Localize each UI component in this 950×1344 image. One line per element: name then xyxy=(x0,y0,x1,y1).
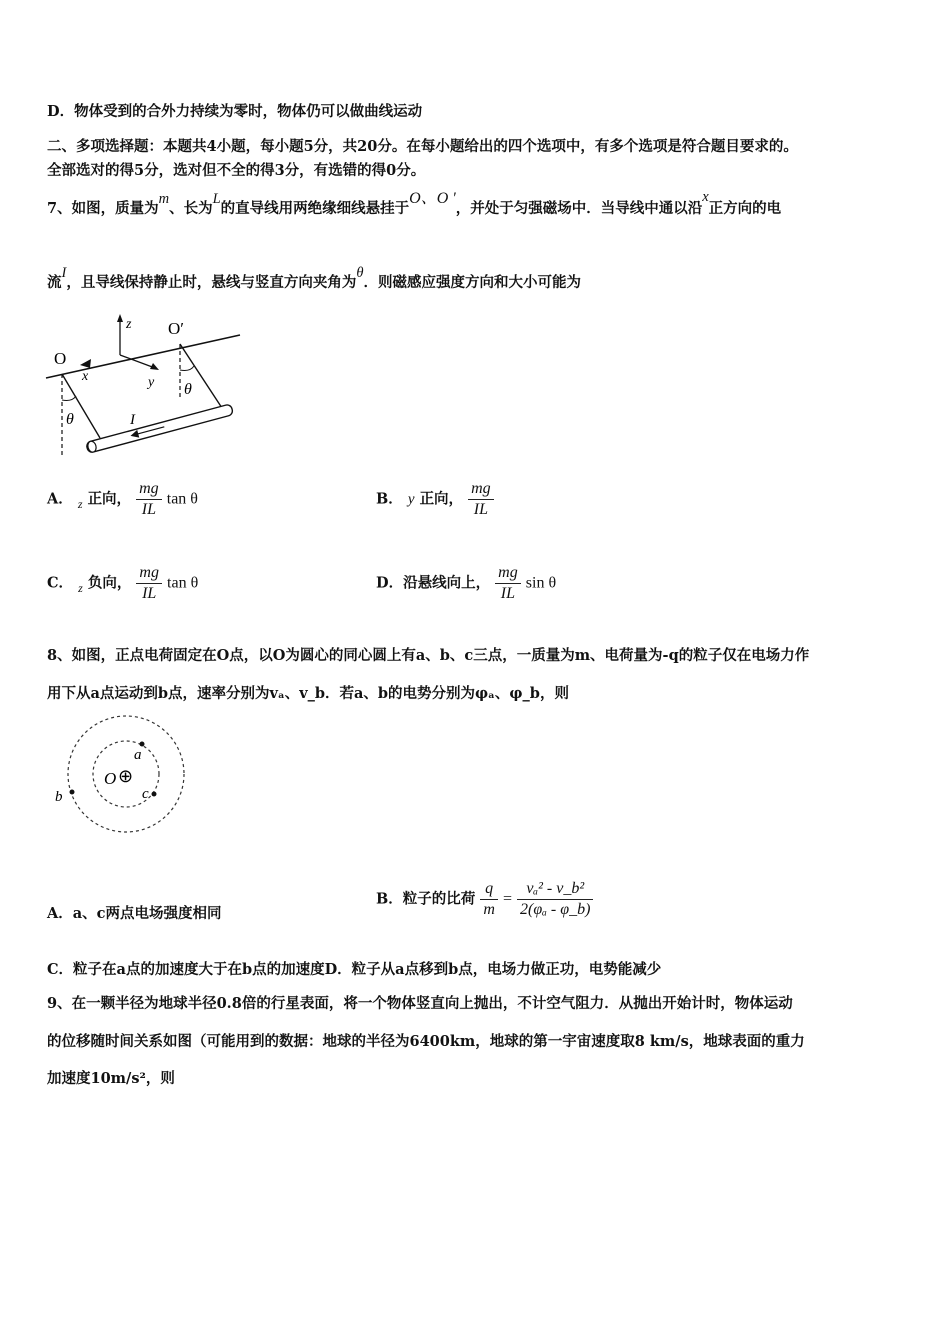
option-trig: tan θ xyxy=(167,574,199,592)
numerator: mg xyxy=(136,480,162,500)
q8-option-b xyxy=(376,880,593,919)
q7-text: ，并处于匀强磁场中．当导线中通以沿 xyxy=(455,200,703,217)
q7-option-b xyxy=(376,480,494,519)
option-trig: sin θ xyxy=(525,574,557,592)
option-direction: 正向， xyxy=(87,490,132,508)
section-header-line1: 二、多项选择题：本题共4小题，每小题5分，共20分。在每小题给出的四个选项中，有多个选项是符合题目要求的。 xyxy=(47,138,798,155)
y-arrowhead xyxy=(150,363,159,370)
option-label: A． xyxy=(47,490,73,508)
q7-symbol-OO: O、O ' xyxy=(409,190,456,207)
q7-symbol-I: I xyxy=(61,265,67,281)
q8-line1: 8、如图，正点电荷固定在O点，以O为圆心的同心圆上有a、b、c三点，一质量为m、电荷量为-q的粒子仅在电场力作 xyxy=(47,647,810,664)
q9-line2: 的位移随时间关系如图（可能用到的数据：地球的半径为6400km，地球的第一宇宙速度取8 km/s，地球表面的重力 xyxy=(47,1033,805,1050)
q9-line1: 9、在一颗半径为地球半径0.8倍的行星表面，将一个物体竖直向上抛出，不计空气阻力．从抛出开始计时，物体运动 xyxy=(47,995,793,1012)
label-theta-right: θ xyxy=(184,381,192,398)
option-direction: 正向， xyxy=(419,490,464,508)
option-label: A． xyxy=(47,905,73,922)
option-axis: y xyxy=(407,491,415,508)
q7-text: ，且导线保持静止时，悬线与竖直方向夹角为 xyxy=(66,274,357,291)
q7-line2 xyxy=(47,265,581,293)
x-arrowhead xyxy=(80,359,91,368)
angle-arc-right xyxy=(180,366,194,371)
q7-symbol-m: m xyxy=(158,191,170,207)
denominator: IL xyxy=(141,501,157,518)
fraction-mg-IL xyxy=(136,480,162,519)
option-text: 沿悬线向上， xyxy=(403,574,491,592)
fraction-specific-charge xyxy=(517,880,593,919)
q7-figure xyxy=(40,310,250,460)
numerator: vₐ² - v_b² xyxy=(517,880,593,900)
denominator: m xyxy=(483,901,495,918)
q7-text: 7、如图，质量为 xyxy=(47,200,159,217)
q7-text: 流 xyxy=(47,274,62,291)
q7-text: 的直导线用两绝缘细线悬挂于 xyxy=(220,200,410,217)
q7-symbol-L: L xyxy=(212,191,221,207)
label-a: a xyxy=(134,747,142,763)
point-a xyxy=(140,742,145,747)
option-label: B． xyxy=(376,490,403,508)
option-label: D． xyxy=(324,961,352,978)
label-O: O xyxy=(104,769,117,788)
q9-line3: 加速度10m/s²，则 xyxy=(47,1070,175,1087)
option-trig: tan θ xyxy=(166,490,198,508)
y-axis xyxy=(120,355,155,368)
option-label: B． xyxy=(376,890,403,908)
denominator: 2(φₐ - φ_b) xyxy=(520,901,591,918)
denominator: IL xyxy=(142,585,157,602)
equals-sign: = xyxy=(502,890,512,908)
label-current-I: I xyxy=(130,412,135,428)
fraction-mg-IL xyxy=(468,480,494,519)
q7-option-a xyxy=(47,480,198,519)
option-direction: 负向， xyxy=(87,574,132,592)
q7-option-d xyxy=(376,564,556,603)
denominator: IL xyxy=(500,585,516,602)
label-x: x xyxy=(82,369,89,384)
option-label: D． xyxy=(376,574,404,592)
suspension-rod xyxy=(46,335,240,378)
angle-arc-left xyxy=(62,396,76,401)
point-c xyxy=(152,792,157,797)
label-O-prime: O′ xyxy=(168,319,184,338)
left-thread xyxy=(62,374,100,438)
fraction-q-m xyxy=(480,880,498,919)
q8-option-c-d xyxy=(47,960,661,980)
numerator: mg xyxy=(495,564,521,584)
q7-line1 xyxy=(47,189,782,219)
positive-charge-icon: ⊕ xyxy=(118,766,134,786)
q7-text: ．则磁感应强度方向和大小可能为 xyxy=(363,274,581,291)
label-z: z xyxy=(126,317,132,332)
option-label: C． xyxy=(47,961,74,978)
option-label: C． xyxy=(47,574,74,592)
point-b xyxy=(70,790,75,795)
option-axis: z xyxy=(78,580,83,595)
denominator: IL xyxy=(473,501,489,518)
q7-symbol-theta: θ xyxy=(356,265,364,281)
option-axis: z xyxy=(77,496,83,511)
conductor-wire xyxy=(86,404,234,453)
q7-text: 正方向的电 xyxy=(708,200,782,217)
q7-option-c xyxy=(47,564,198,603)
section-header-line2: 全部选对的得5分，选对但不全的得3分，有选错的得0分。 xyxy=(47,162,426,179)
label-b: b xyxy=(55,789,63,805)
option-text: a、c两点电场强度相同 xyxy=(72,905,222,922)
label-O: O xyxy=(54,349,67,368)
q8-option-a xyxy=(47,902,222,923)
right-thread xyxy=(180,344,222,408)
option-text: 粒子的比荷 xyxy=(402,890,476,908)
fraction-mg-IL xyxy=(136,564,162,603)
numerator: mg xyxy=(136,564,162,584)
q8-figure xyxy=(50,712,190,836)
z-arrowhead xyxy=(117,314,123,322)
numerator: q xyxy=(480,880,498,900)
label-theta-left: θ xyxy=(66,411,74,428)
q7-symbol-x: x xyxy=(702,189,709,205)
fraction-mg-IL xyxy=(495,564,521,603)
q7-text: 、长为 xyxy=(169,200,213,217)
numerator: mg xyxy=(468,480,494,500)
label-y: y xyxy=(148,375,155,390)
option-text: 粒子从a点移到b点，电场力做正功，电势能减少 xyxy=(351,961,662,978)
q8-line2: 用下从a点运动到b点，速率分别为vₐ、v_b．若a、b的电势分别为φₐ、φ_b，则 xyxy=(47,685,569,702)
option-text: 粒子在a点的加速度大于在b点的加速度 xyxy=(73,961,325,978)
label-c: c xyxy=(142,786,149,802)
prev-option-d: D．物体受到的合外力持续为零时，物体仍可以做曲线运动 xyxy=(47,103,423,120)
